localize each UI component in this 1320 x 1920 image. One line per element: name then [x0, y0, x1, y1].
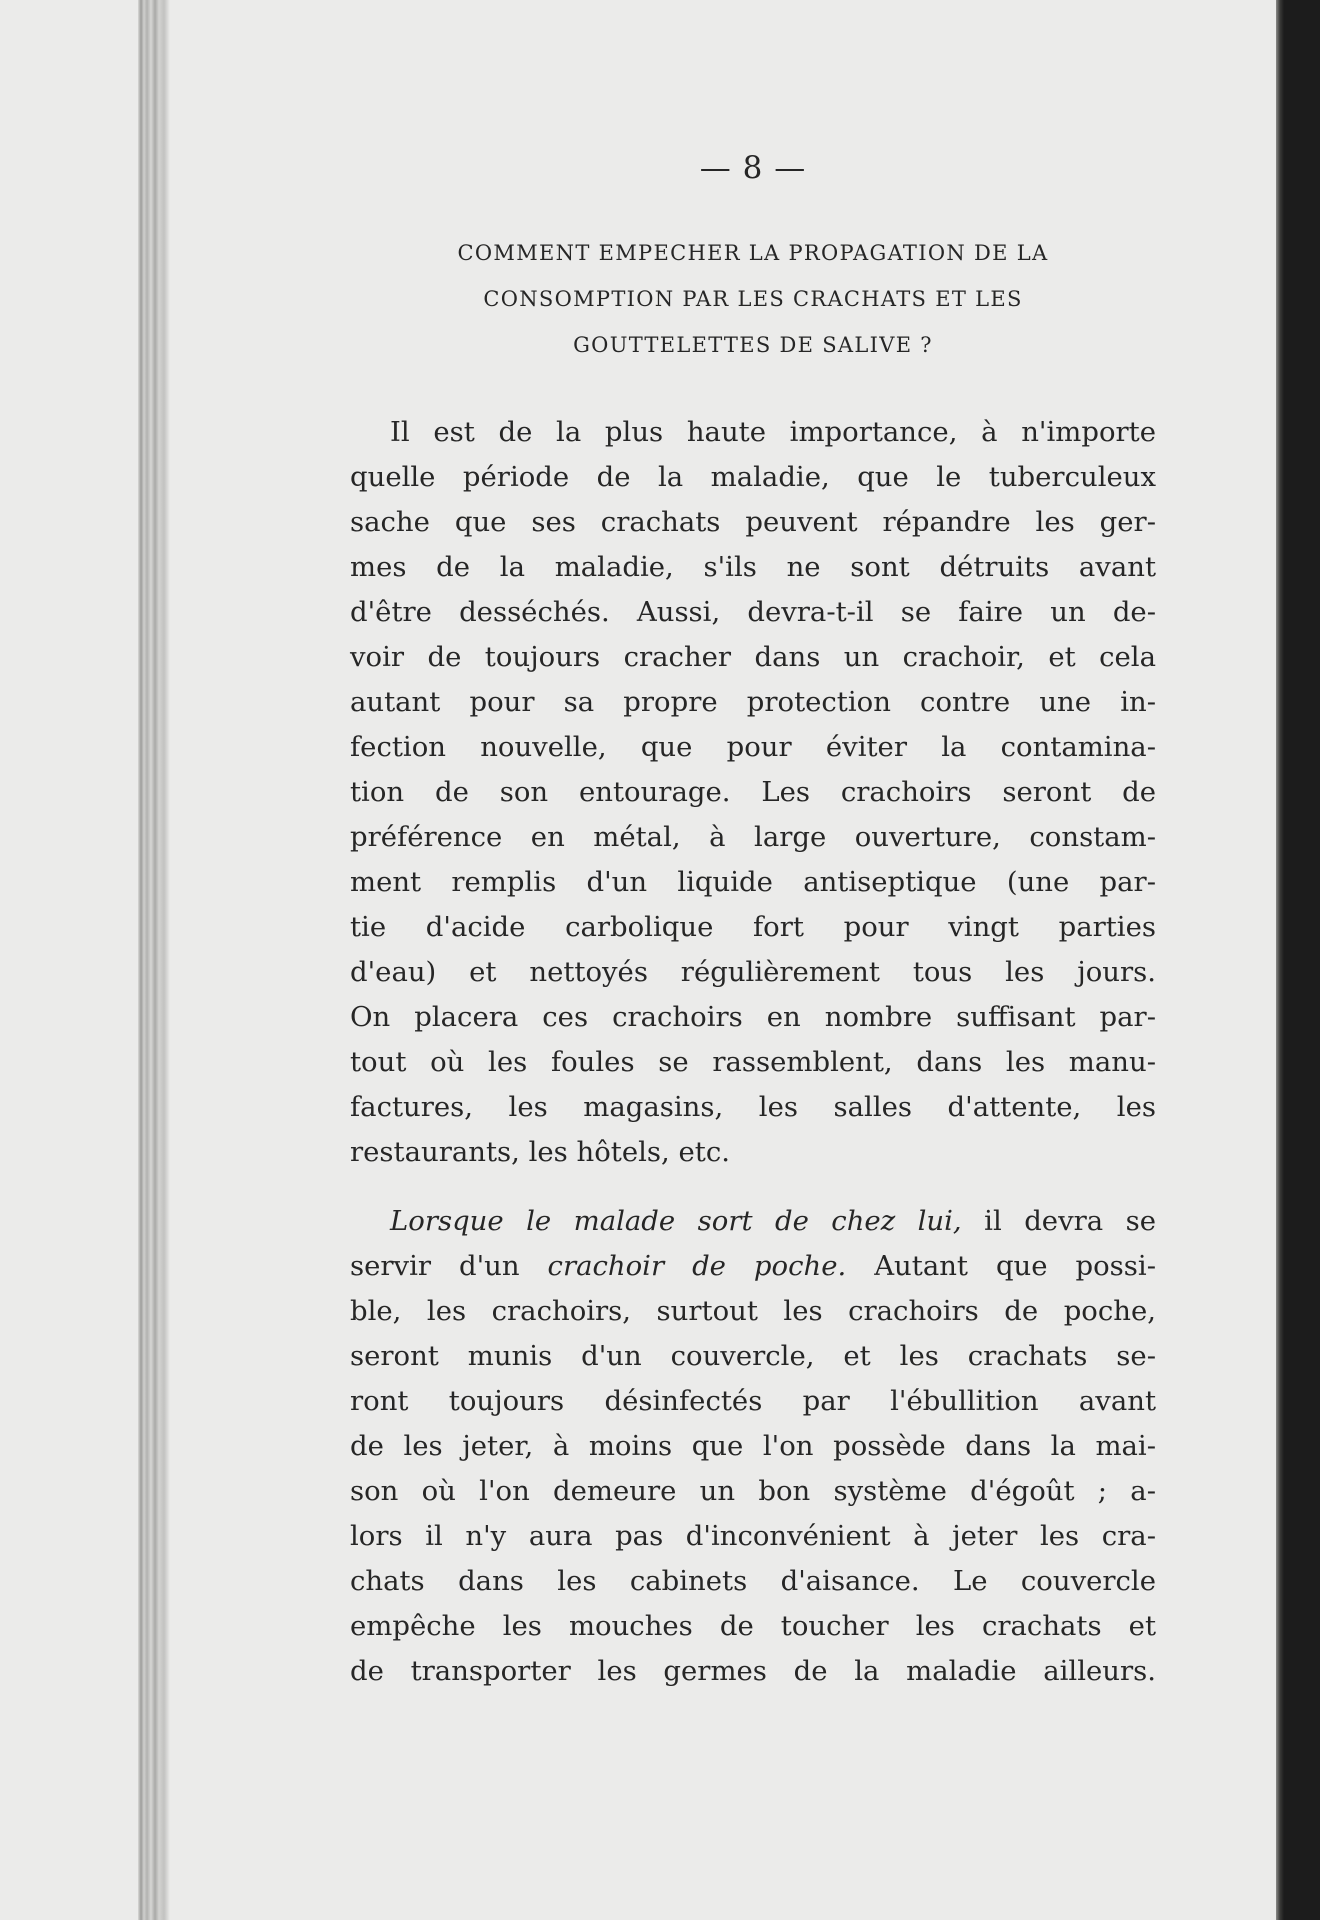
text-line: restaurants, les hôtels, etc. [350, 1136, 730, 1168]
page-text [350, 150, 1156, 1718]
text-line: tout où les foules se rassemblent, dans les manu- [350, 1046, 1156, 1078]
text-line: son où l'on demeure un bon système d'égoût ; a- [350, 1475, 1156, 1507]
text-line: Il est de la plus haute importance, à n'importe [390, 416, 1156, 448]
text-line: de les jeter, à moins que l'on possède dans la mai- [350, 1430, 1156, 1462]
text-line: mes de la maladie, s'ils ne sont détruits avant [350, 551, 1156, 583]
text-line: sache que ses crachats peuvent répandre les ger- [350, 506, 1156, 538]
text-line: de transporter les germes de la maladie ailleurs. [350, 1655, 1156, 1687]
text-line: factures, les magasins, les salles d'attente, les [350, 1091, 1156, 1123]
text-line: On placera ces crachoirs en nombre suffisant par- [350, 1001, 1156, 1033]
text-line [350, 1199, 1156, 1244]
text-line: tie d'acide carbolique fort pour vingt parties [350, 911, 1156, 943]
text-line: d'être desséchés. Aussi, devra-t-il se faire un de- [350, 596, 1156, 628]
text-line: ment remplis d'un liquide antiseptique (une par- [350, 866, 1156, 898]
text-line: préférence en métal, à large ouverture, constam- [350, 821, 1156, 853]
text-line: fection nouvelle, que pour éviter la contamina- [350, 731, 1156, 763]
text-line: autant pour sa propre protection contre une in- [350, 686, 1156, 718]
text-line: seront munis d'un couvercle, et les crachats se- [350, 1340, 1156, 1372]
text-line [350, 1244, 1156, 1289]
italic-phrase: Lorsque le malade sort de chez lui, [390, 1205, 962, 1237]
text-line: ble, les crachoirs, surtout les crachoirs de poche, [350, 1295, 1156, 1327]
paragraph-2 [350, 1199, 1156, 1694]
heading-line: GOUTTELETTES DE SALIVE ? [573, 333, 933, 357]
text-line: voir de toujours cracher dans un crachoir, et cela [350, 641, 1156, 673]
text-line: tion de son entourage. Les crachoirs seront de [350, 776, 1156, 808]
section-heading [350, 230, 1156, 368]
book-binding-edge [138, 0, 170, 1920]
text-line: ront toujours désinfectés par l'ébullition avant [350, 1385, 1156, 1417]
italic-phrase: crachoir de poche. [547, 1250, 847, 1282]
text-fragment: il devra se [961, 1205, 1156, 1237]
page-number: — 8 — [699, 150, 807, 186]
text-line: d'eau) et nettoyés régulièrement tous les jours. [350, 956, 1156, 988]
text-line: quelle période de la maladie, que le tuberculeux [350, 461, 1156, 493]
heading-line: COMMENT EMPECHER LA PROPAGATION DE LA [457, 241, 1049, 265]
text-fragment: servir d'un [350, 1250, 548, 1282]
text-line: lors il n'y aura pas d'inconvénient à jeter les cra- [350, 1520, 1156, 1552]
text-fragment: Autant que possi- [846, 1250, 1156, 1282]
scan-border [1276, 0, 1320, 1920]
text-line: chats dans les cabinets d'aisance. Le couvercle [350, 1565, 1156, 1597]
heading-line: CONSOMPTION PAR LES CRACHATS ET LES [483, 287, 1023, 311]
paragraph-1 [350, 410, 1156, 1175]
text-line: empêche les mouches de toucher les crachats et [350, 1610, 1156, 1642]
